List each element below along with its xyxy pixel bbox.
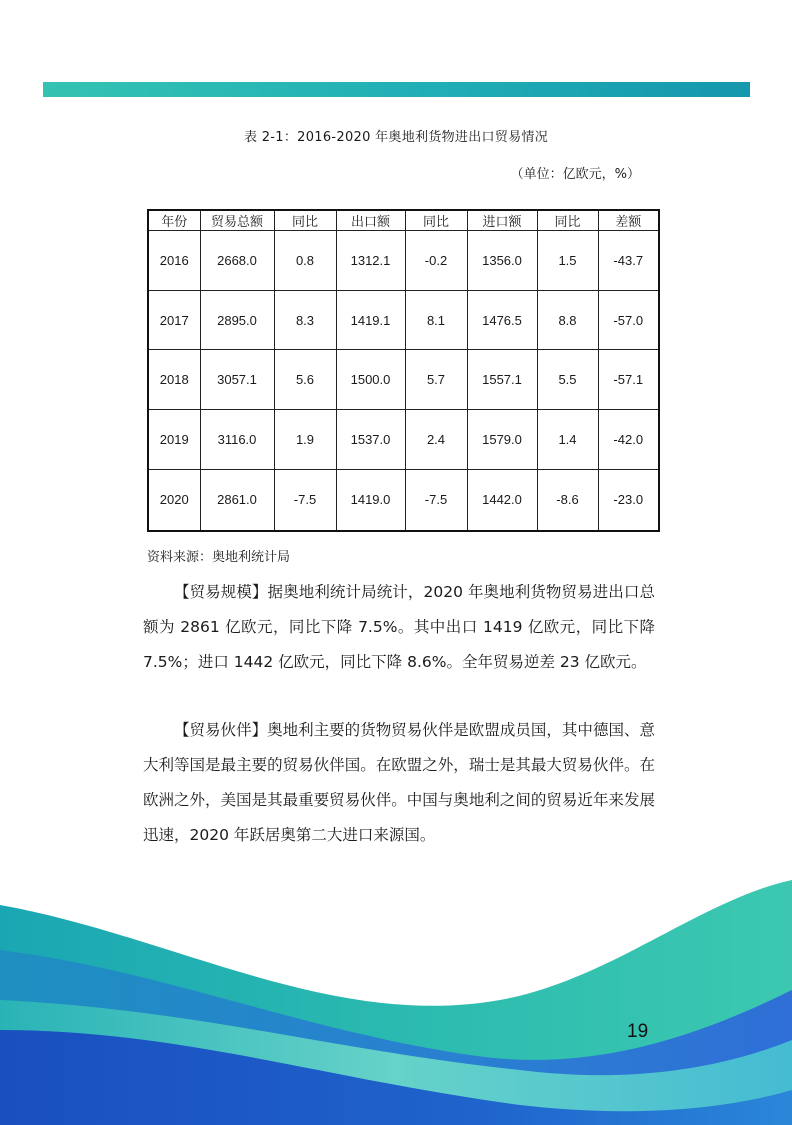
page-number: 19 — [627, 1021, 649, 1042]
table-cell: 2020 — [148, 469, 200, 531]
table-row — [148, 350, 659, 410]
table-cell: 2019 — [148, 410, 200, 470]
table-cell: -7.5 — [274, 469, 336, 531]
header-cell: 差额 — [598, 210, 659, 231]
header-cell: 同比 — [274, 210, 336, 231]
trade-table — [147, 209, 660, 532]
table-cell: 8.3 — [274, 290, 336, 350]
source-note: 资料来源：奥地利统计局 — [147, 550, 291, 565]
paragraph-trade-scale: 【贸易规模】据奥地利统计局统计，2020 年奥地利货物贸易进出口总额为 2861 亿欧元，同比下降 7.5%。其中出口 1419 亿欧元，同比下降 7.5%；进口 1442 亿欧元，同比下降 8.6%。全年贸易逆差 23 亿欧元。 — [143, 583, 655, 671]
table-cell: 2.4 — [405, 410, 467, 470]
paragraph-trade-partners: 【贸易伙伴】奥地利主要的货物贸易伙伴是欧盟成员国，其中德国、意大利等国是最主要的贸易伙伴国。在欧盟之外，瑞士是其最大贸易伙伴。在欧洲之外，美国是其最重要贸易伙伴。中国与奥地利之间的贸易近年来发展迅速，2020 年跃居奥第二大进口来源国。 — [143, 721, 655, 844]
table-cell: 1356.0 — [467, 231, 537, 291]
table-cell: 1.5 — [537, 231, 598, 291]
table-cell: 5.7 — [405, 350, 467, 410]
table-cell: -8.6 — [537, 469, 598, 531]
table-caption: 表 2-1：2016-2020 年奥地利货物进出口贸易情况 — [243, 130, 549, 145]
table-row — [148, 290, 659, 350]
table-cell: 1557.1 — [467, 350, 537, 410]
table-cell: 2018 — [148, 350, 200, 410]
table-cell: 3116.0 — [200, 410, 274, 470]
header-cell: 同比 — [537, 210, 598, 231]
header-cell: 出口额 — [336, 210, 405, 231]
table-cell: 1579.0 — [467, 410, 537, 470]
table-row — [148, 410, 659, 470]
table-cell: 3057.1 — [200, 350, 274, 410]
table-header-row — [148, 210, 659, 231]
header-cell: 贸易总额 — [200, 210, 274, 231]
table-cell: -43.7 — [598, 231, 659, 291]
table-cell: 5.5 — [537, 350, 598, 410]
table-cell: 5.6 — [274, 350, 336, 410]
header-accent-bar — [43, 82, 750, 97]
footer-wave-decoration — [0, 880, 792, 1125]
table-cell: 0.8 — [274, 231, 336, 291]
table-cell: 1500.0 — [336, 350, 405, 410]
table-cell: 1476.5 — [467, 290, 537, 350]
table-cell: 1442.0 — [467, 469, 537, 531]
table-cell: 2016 — [148, 231, 200, 291]
table-unit-note: （单位：亿欧元，%） — [510, 167, 640, 182]
table-cell: 2861.0 — [200, 469, 274, 531]
table-cell: 8.1 — [405, 290, 467, 350]
table-cell: 2668.0 — [200, 231, 274, 291]
table-cell: 1.4 — [537, 410, 598, 470]
table-cell: -57.0 — [598, 290, 659, 350]
table-cell: -57.1 — [598, 350, 659, 410]
table-cell: -7.5 — [405, 469, 467, 531]
header-cell: 同比 — [405, 210, 467, 231]
table-row — [148, 469, 659, 531]
table-cell: -23.0 — [598, 469, 659, 531]
table-cell: 2017 — [148, 290, 200, 350]
table-cell: 1.9 — [274, 410, 336, 470]
header-cell: 年份 — [148, 210, 200, 231]
header-cell: 进口额 — [467, 210, 537, 231]
table-row — [148, 231, 659, 291]
table-cell: 1537.0 — [336, 410, 405, 470]
table-cell: 1419.0 — [336, 469, 405, 531]
table-cell: 8.8 — [537, 290, 598, 350]
table-cell: -0.2 — [405, 231, 467, 291]
table-cell: 2895.0 — [200, 290, 274, 350]
table-cell: 1419.1 — [336, 290, 405, 350]
table-cell: 1312.1 — [336, 231, 405, 291]
table-cell: -42.0 — [598, 410, 659, 470]
